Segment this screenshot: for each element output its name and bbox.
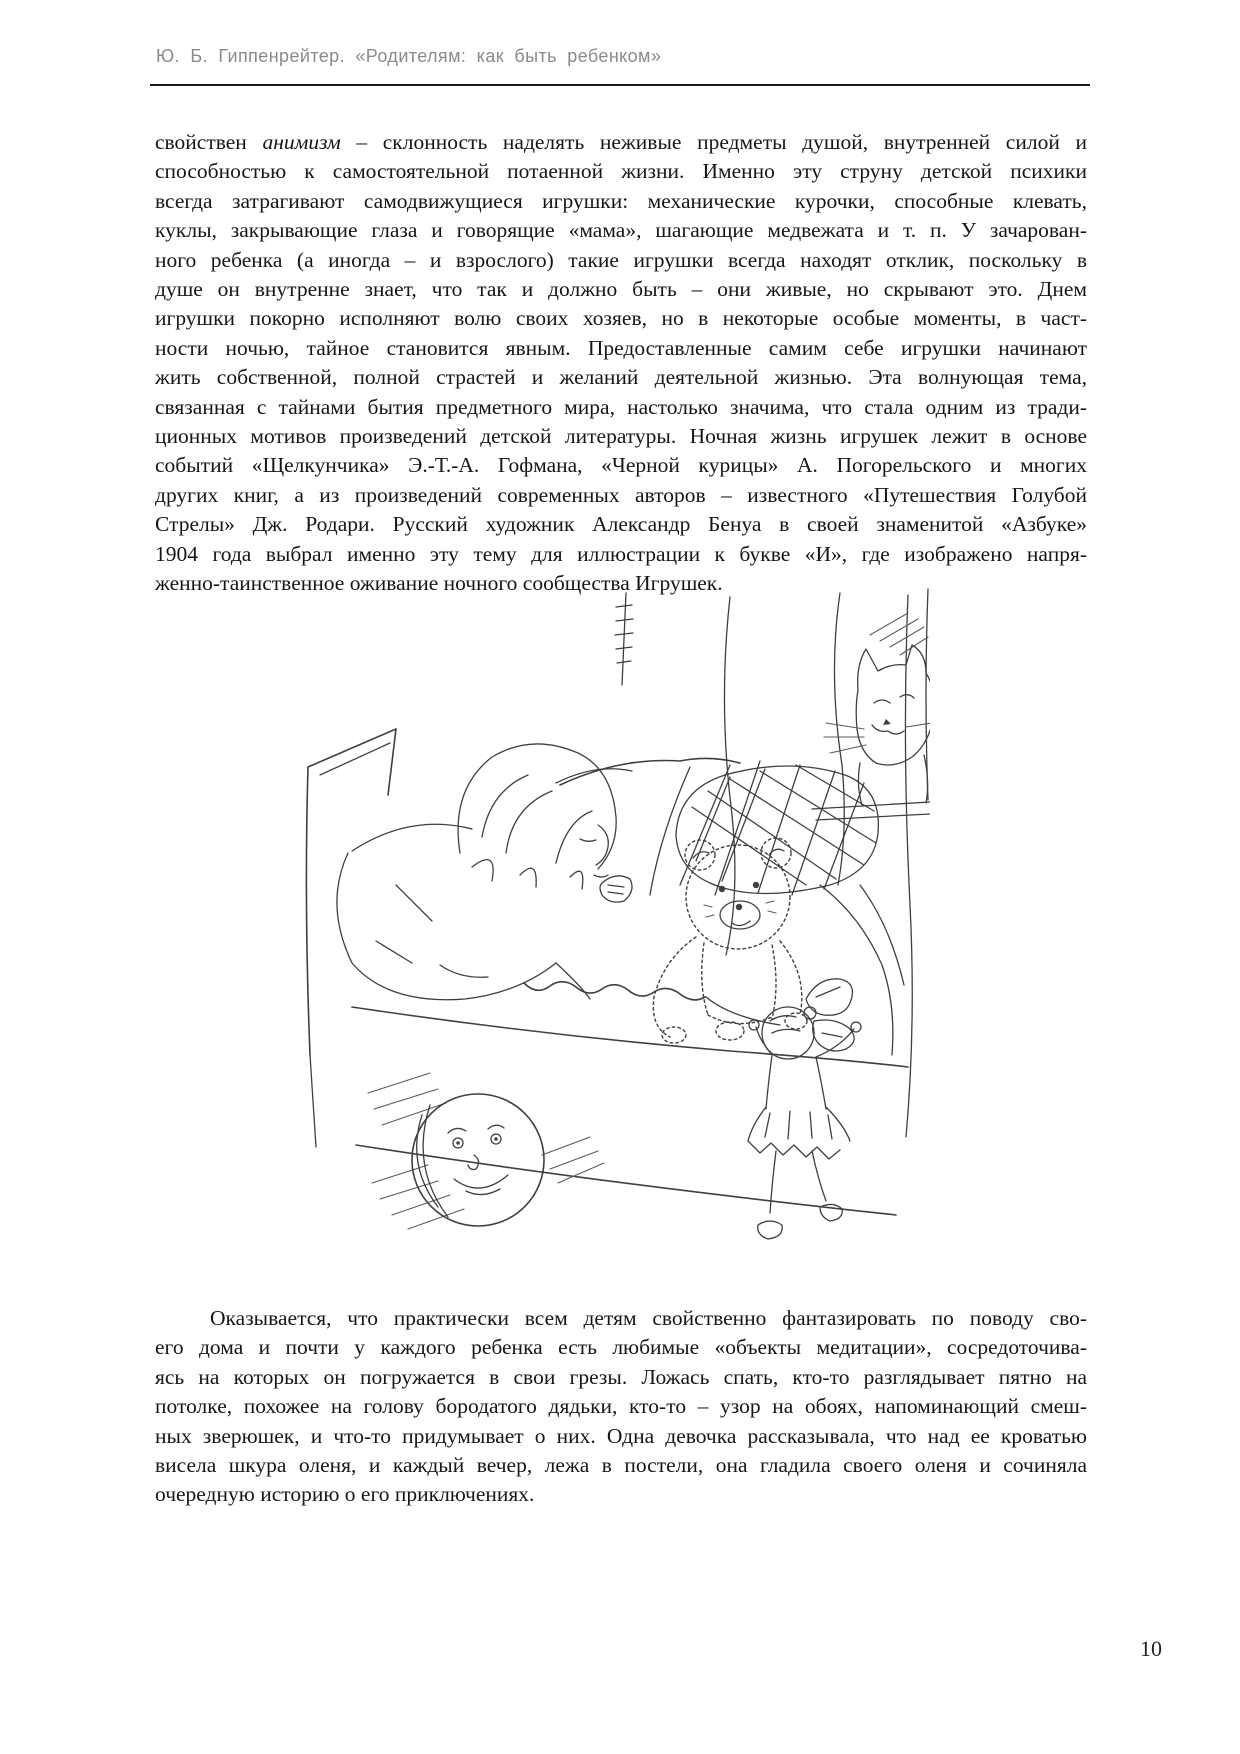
text-line: Оказывается, что практически всем детям свойственно фантазировать по поводу сво- — [210, 1306, 1087, 1330]
running-title: Ю. Б. Гиппенрейтер. «Родителям: как быть ребенком» — [156, 46, 662, 66]
text-line: ного ребенка (а иногда – и взрослого) такие игрушки всегда находят отклик, поскольку в — [155, 247, 1087, 272]
text-line: женно-таинственное оживание ночного сообщества Игрушек. — [155, 571, 723, 596]
text-line: его дома и почти у каждого ребенка есть любимые «объекты медитации», сосредоточива- — [155, 1335, 1087, 1360]
text-line: свойствен анимизм – склонность наделять неживые предметы душой, внутренней силой и — [155, 130, 1087, 154]
text-line: всегда затрагивают самодвижущиеся игрушки: механические курочки, способные клевать, — [155, 188, 1087, 213]
page-number: 10 — [1140, 1636, 1162, 1661]
text-line: связанная с тайнами бытия предметного мира, настолько значима, что стала одним из тради- — [155, 394, 1087, 419]
text-line: игрушки покорно исполняют волю своих хозяев, но в некоторые особые моменты, в част- — [155, 306, 1087, 331]
text-line: ясь на которых он погружается в свои грезы. Ложась спать, кто-то разглядывает пятно на — [155, 1364, 1087, 1389]
illustration-sleeping-child-toys — [260, 585, 930, 1255]
text-line: Стрелы» Дж. Родари. Русский художник Александр Бенуа в своей знаменитой «Азбуке» — [155, 512, 1087, 537]
text-line: душе он внутренне знает, что так и должно быть – они живые, но скрывают это. Днем — [155, 277, 1087, 302]
header-rule — [150, 84, 1090, 86]
text-line: ных зверюшек, и что-то придумывает о них. Одна девочка рассказывала, что над ее кроватью — [155, 1423, 1087, 1448]
text-line: куклы, закрывающие глаза и говорящие «мама», шагающие медвежата и т. п. У зачарован- — [155, 218, 1087, 243]
text-line: событий «Щелкунчика» Э.-Т.-А. Гофмана, «Черной курицы» А. Погорельского и многих — [155, 453, 1087, 478]
text-line: способностью к самостоятельной потаенной жизни. Именно эту струну детской психики — [155, 159, 1087, 184]
text-line: очередную историю о его приключениях. — [155, 1482, 535, 1507]
text-line: 1904 года выбрал именно эту тему для иллюстрации к букве «И», где изображено напря- — [155, 541, 1087, 566]
text-line: ности ночью, тайное становится явным. Предоставленные самим себе игрушки начинают — [155, 335, 1087, 360]
text-line: потолке, похожее на голову бородатого дядьки, кто-то – узор на обоях, напоминающий смеш- — [155, 1394, 1087, 1419]
text-line: ционных мотивов произведений детской литературы. Ночная жизнь игрушек лежит в основе — [155, 424, 1087, 449]
text-line: других книг, а из произведений современных авторов – известного «Путешествия Голубой — [155, 482, 1087, 507]
text-line: жить собственной, полной страстей и желаний деятельной жизнью. Эта волнующая тема, — [155, 365, 1087, 390]
text-line: висела шкура оленя, и каждый вечер, лежа в постели, она гладила своего оленя и сочиняла — [155, 1453, 1087, 1478]
paragraph — [155, 1304, 1087, 1510]
paragraph — [155, 128, 1087, 599]
